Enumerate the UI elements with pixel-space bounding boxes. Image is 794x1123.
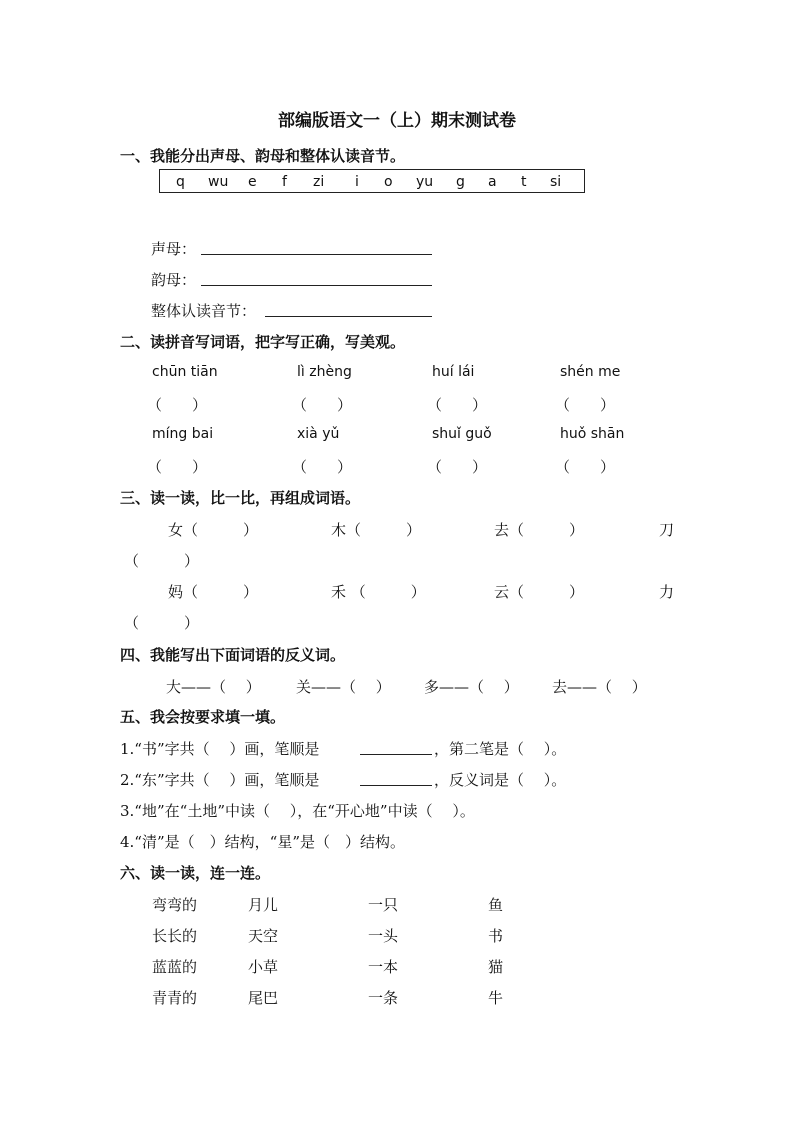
compare-word-item: 木（ ）: [331, 521, 422, 539]
shengmu-label: 声母：: [151, 240, 197, 258]
letter-item: si: [550, 174, 562, 190]
question-1-text: 1.“书”字共（ ）画，笔顺是: [120, 740, 320, 758]
letter-item: wu: [208, 174, 229, 190]
letter-item: i: [355, 174, 359, 190]
letter-item: yu: [416, 174, 434, 190]
match-item[interactable]: 青青的: [152, 989, 198, 1007]
match-item[interactable]: 弯弯的: [152, 896, 198, 914]
match-item[interactable]: 小草: [248, 958, 279, 976]
letter-item: q: [176, 174, 185, 190]
match-item[interactable]: 猫: [488, 958, 504, 976]
section-5-heading: 五、我会按要求填一填。: [120, 708, 286, 726]
answer-paren[interactable]: （ ）: [124, 552, 200, 570]
pinyin-item: huǒ shān: [560, 426, 625, 442]
match-item[interactable]: 月儿: [248, 896, 279, 914]
match-item[interactable]: 一只: [368, 896, 399, 914]
question-3-text: 3.“地”在“土地”中读（ ），在“开心地”中读（ ）。: [120, 802, 475, 820]
pinyin-item: huí lái: [432, 364, 475, 380]
antonym-item: 关——（ ）: [296, 678, 391, 696]
question-1-text-end: ，第二笔是（ ）。: [434, 740, 567, 758]
letter-item: o: [384, 174, 393, 190]
zhengti-answer-line[interactable]: [265, 316, 432, 317]
antonym-item: 去——（ ）: [552, 678, 647, 696]
yunmu-label: 韵母：: [151, 271, 197, 289]
section-2-heading: 二、读拼音写词语，把字写正确，写美观。: [120, 333, 406, 351]
section-6-heading: 六、读一读，连一连。: [120, 864, 271, 882]
pinyin-item: shén me: [560, 364, 621, 380]
match-item[interactable]: 牛: [488, 989, 504, 1007]
answer-paren[interactable]: （ ）: [147, 458, 208, 476]
letter-item: zi: [313, 174, 325, 190]
match-item[interactable]: 天空: [248, 927, 279, 945]
answer-paren[interactable]: （ ）: [427, 396, 488, 414]
letter-item: t: [521, 174, 527, 190]
page-title: 部编版语文一（上）期末测试卷: [278, 111, 516, 131]
antonym-item: 多——（ ）: [424, 678, 519, 696]
compare-word-item: 去（ ）: [494, 521, 585, 539]
stroke-order-line[interactable]: [360, 785, 432, 786]
answer-paren[interactable]: （ ）: [555, 458, 616, 476]
answer-paren[interactable]: （ ）: [292, 458, 353, 476]
match-item[interactable]: 鱼: [488, 896, 504, 914]
letter-item: f: [282, 174, 287, 190]
match-item[interactable]: 长长的: [152, 927, 198, 945]
answer-paren[interactable]: （ ）: [292, 396, 353, 414]
match-item[interactable]: 书: [488, 927, 504, 945]
section-4-heading: 四、我能写出下面词语的反义词。: [120, 646, 346, 664]
yunmu-answer-line[interactable]: [201, 285, 432, 286]
compare-word-item: 云（ ）: [494, 583, 585, 601]
zhengti-label: 整体认读音节：: [151, 302, 257, 320]
letter-item: g: [456, 174, 465, 190]
pinyin-item: shuǐ guǒ: [432, 426, 492, 442]
question-4-text: 4.“清”是（ ）结构，“星”是（ ）结构。: [120, 833, 405, 851]
stroke-order-line[interactable]: [360, 754, 432, 755]
letter-item: e: [248, 174, 257, 190]
section-3-heading: 三、读一读，比一比，再组成词语。: [120, 489, 361, 507]
match-item[interactable]: 一条: [368, 989, 399, 1007]
letter-item: a: [488, 174, 497, 190]
pinyin-item: xià yǔ: [297, 426, 340, 442]
compare-word-item: 女（ ）: [168, 521, 259, 539]
antonym-item: 大——（ ）: [166, 678, 261, 696]
answer-paren[interactable]: （ ）: [147, 396, 208, 414]
section-1-heading: 一、我能分出声母、韵母和整体认读音节。: [120, 147, 406, 165]
match-item[interactable]: 一头: [368, 927, 399, 945]
pinyin-item: lì zhèng: [297, 364, 352, 380]
question-2-text-end: ，反义词是（ ）。: [434, 771, 567, 789]
compare-word-item: 禾 （ ）: [331, 583, 426, 601]
shengmu-answer-line[interactable]: [201, 254, 432, 255]
answer-paren[interactable]: （ ）: [124, 614, 200, 632]
match-item[interactable]: 一本: [368, 958, 399, 976]
match-item[interactable]: 尾巴: [248, 989, 279, 1007]
compare-word-item: 刀: [659, 521, 675, 539]
match-item[interactable]: 蓝蓝的: [152, 958, 198, 976]
answer-paren[interactable]: （ ）: [427, 458, 488, 476]
compare-word-item: 力: [659, 583, 675, 601]
question-2-text: 2.“东”字共（ ）画，笔顺是: [120, 771, 320, 789]
pinyin-item: míng bai: [152, 426, 214, 442]
pinyin-item: chūn tiān: [152, 364, 218, 380]
answer-paren[interactable]: （ ）: [555, 396, 616, 414]
compare-word-item: 妈（ ）: [168, 583, 259, 601]
